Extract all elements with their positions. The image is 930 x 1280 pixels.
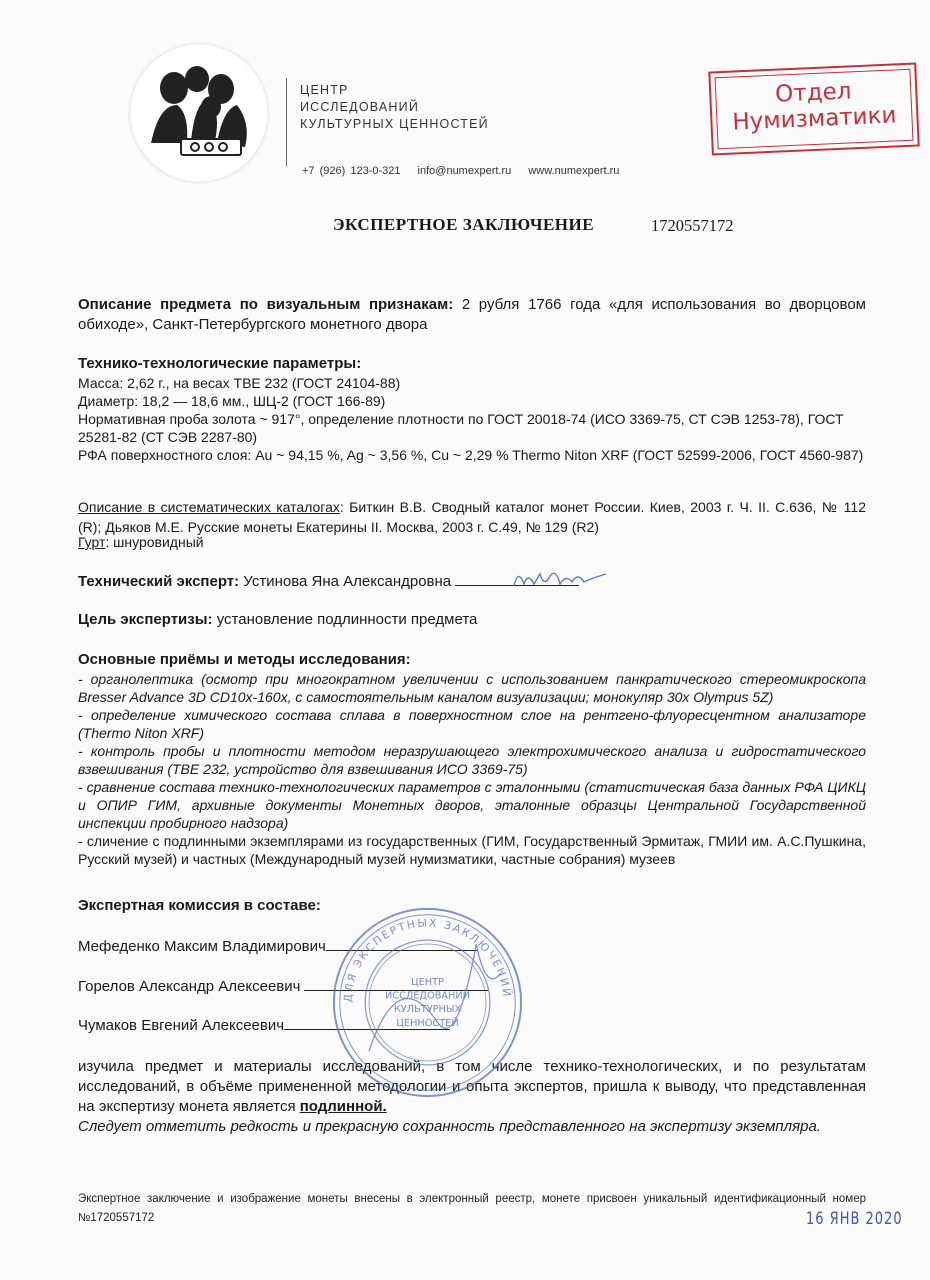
org-line: КУЛЬТУРНЫХ ЦЕННОСТЕЙ <box>300 117 489 131</box>
member-name: Чумаков Евгений Алексеевич <box>78 1017 285 1034</box>
logo-illustration <box>129 43 269 183</box>
website-link[interactable]: www.numexpert.ru <box>528 165 620 177</box>
catalog-label: Описание в систематических каталогах <box>78 499 340 515</box>
stamp-inner-border <box>715 69 914 149</box>
catalog-references <box>78 497 866 537</box>
edge-description <box>78 533 866 551</box>
edge-label: Гурт <box>78 534 106 550</box>
document-title: ЭКСПЕРТНОЕ ЗАКЛЮЧЕНИЕ <box>333 215 595 234</box>
params-line: Нормативная проба золота ~ 917°, определение плотности по ГОСТ 20018-74 (ИСО 3369-75, СТ СЭВ 1253-78), ГОСТ 25281-82 (СТ СЭВ 2287-80) <box>78 411 844 445</box>
department-stamp <box>708 63 919 156</box>
commission <box>78 896 866 916</box>
expertise-goal <box>78 610 866 630</box>
method-item: - органолептика (осмотр при многократном увеличении с использованием панкратического стереомикроскопа Bresser Advance 3D CD10x-160x, с самостоятельным каналом визуализации; монокуляр 30x Olympus 5Z) <box>78 671 866 705</box>
commission-member <box>78 975 866 997</box>
method-item: - сличение с подлинными экземплярами из государственных (ГИМ, Государственный Эрмитаж, ГМИИ им. А.С.Пушкина, Русский музей) и частных (Международный музей нумизматики, частные собрания) музеев <box>78 833 866 867</box>
description-text: 2 рубля 1766 года «для использования во дворцовом обиходе», Санкт-Петербургского монетного двора <box>78 296 866 333</box>
params-line: Масса: 2,62 г., на весах ТВЕ 232 (ГОСТ 24104-88) <box>78 375 401 391</box>
footer-note: Экспертное заключение и изображение монеты внесены в электронный реестр, монете присвоен уникальный идентификационный номер №1720557172 <box>78 1193 866 1224</box>
stamp-line: Отдел <box>774 78 852 108</box>
seal-center-line: ЦЕННОСТЕЙ <box>396 1017 459 1029</box>
logo <box>128 42 270 184</box>
conclusion <box>78 1057 866 1137</box>
technical-expert <box>78 570 866 592</box>
commission-member <box>78 1014 866 1036</box>
params-line: Диаметр: 18,2 — 18,6 мм., ШЦ-2 (ГОСТ 166-89) <box>78 393 386 409</box>
conclusion-note: Следует отметить редкость и прекрасную сохранность представленного на экспертизу экземпляра. <box>78 1118 821 1135</box>
description-label: Описание предмета по визуальным признакам: <box>78 296 454 313</box>
edge-text: : шнуровидный <box>105 534 204 550</box>
method-item: - определение химического состава сплава в поверхностном слое на рентгено-флуоресцентном анализаторе (Thermo Niton XRF) <box>78 707 866 741</box>
expert-name: Устинова Яна Александровна <box>239 573 456 590</box>
email-link[interactable]: info@numexpert.ru <box>417 165 512 177</box>
catalog-text: : Биткин В.В. Сводный каталог монет России. Киев, 2003 г. Ч. II. С.636, № 112 (R); Дьяков М.Е. Русские монеты Екатерины II. Москва, 2003 г. С.49, № 129 (R2) <box>78 499 866 535</box>
seal-center-line: ИССЛЕДОВАНИЙ <box>385 990 470 1002</box>
item-description <box>78 295 866 335</box>
contacts <box>302 165 631 177</box>
commission-member <box>78 935 866 957</box>
methods <box>78 650 866 868</box>
method-item: - сравнение состава технико-технологических параметров с эталонными (статистическая база данных РФА ЦИКЦ и ОПИР ГИМ, архивные документы Монетных дворов, эталонные образцы Центральной Государственной инспекции пробирного надзора) <box>78 779 866 831</box>
goal-label: Цель экспертизы: <box>78 611 213 628</box>
stamp-line: Нумизматики <box>731 102 897 136</box>
date-stamp: 16 ЯНВ 2020 <box>806 1209 903 1230</box>
member-name: Мефеденко Максим Владимирович <box>78 938 326 955</box>
org-line: ЦЕНТР <box>300 83 349 97</box>
params-heading: Технико-технологические параметры: <box>78 355 362 372</box>
seal-center-line: КУЛЬТУРНЫХ <box>393 1004 462 1016</box>
conclusion-text: изучила предмет и материалы исследований, в том числе технико-технологических, и по результатам исследований, в объёме примененной методологии и опыта экспертов, пришла к выводу, что представленная на экспертизу монета является <box>78 1058 866 1115</box>
member-signature-line <box>304 975 488 991</box>
org-line: ИССЛЕДОВАНИЙ <box>300 100 420 114</box>
member-signature-line <box>284 1014 450 1030</box>
seal-ring-text: ДЛЯ ЭКСПЕРТНЫХ ЗАКЛЮЧЕНИЙ <box>341 916 514 1003</box>
expert-signature-line <box>455 570 579 586</box>
phone: +7 (926) 123-0-321 <box>302 165 401 177</box>
technical-params <box>78 354 866 464</box>
header-divider <box>286 78 287 166</box>
seal-center-line: ЦЕНТР <box>411 976 444 988</box>
goal-text: установление подлинности предмета <box>212 611 478 628</box>
member-name: Горелов Александр Алексеевич <box>78 978 301 995</box>
member-signature-line <box>326 935 478 951</box>
params-line: РФА поверхностного слоя: Au ~ 94,15 %, Ag ~ 3,56 %, Cu ~ 2,29 % Thermo Niton XRF (ГОСТ 52599-2006, ГОСТ 4560-987) <box>78 447 864 463</box>
document-number: 1720557172 <box>651 216 734 235</box>
commission-heading: Экспертная комиссия в составе: <box>78 897 321 914</box>
verdict: подлинной. <box>299 1098 387 1115</box>
methods-heading: Основные приёмы и методы исследования: <box>78 651 411 668</box>
expert-label: Технический эксперт: <box>78 573 240 590</box>
method-item: - контроль пробы и плотности методом неразрушающего электрохимического анализа и гидростатического взвешивания (ТВЕ 232, устройство для взвешивания ИСО 3369-75) <box>78 743 866 777</box>
org-name <box>300 82 489 133</box>
